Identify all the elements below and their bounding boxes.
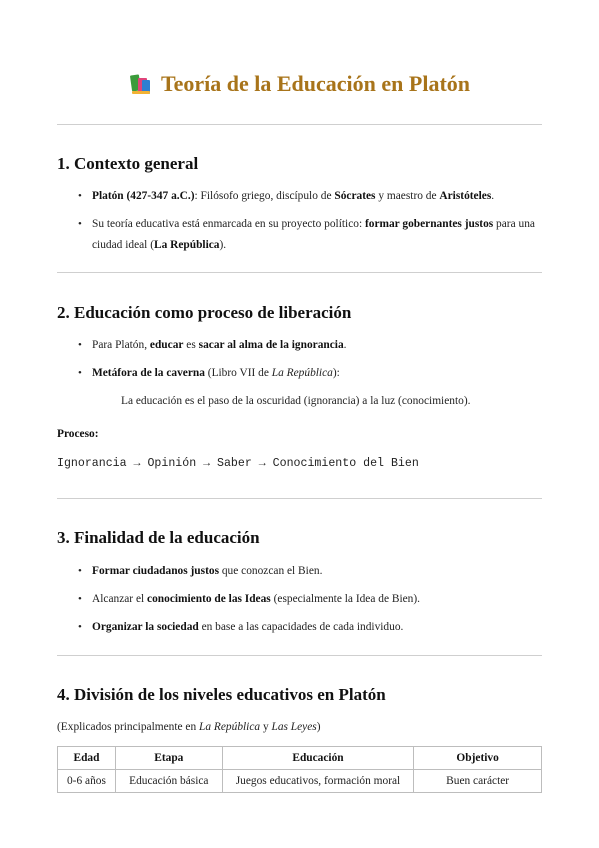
table-cell: Juegos educativos, formación moral <box>222 770 414 793</box>
column-header: Edad <box>58 747 116 770</box>
section-list-finalidad <box>57 561 543 638</box>
text: y <box>260 721 272 733</box>
list-item <box>57 617 543 638</box>
list-item <box>57 561 543 582</box>
bullet-icon: • <box>78 621 82 633</box>
bold-text: La República <box>154 239 220 251</box>
text: y maestro de <box>375 190 440 202</box>
text: en base a las capacidades de cada individuo. <box>198 621 404 633</box>
divider <box>57 498 542 499</box>
levels-table <box>57 746 542 793</box>
bold-text: educar <box>149 339 184 351</box>
table-cell: Educación básica <box>115 770 222 793</box>
bold-text: formar gobernantes justos <box>364 218 494 230</box>
process-label: Proceso: <box>57 428 99 440</box>
bold-text: Metáfora de la caverna <box>92 367 205 379</box>
text: ). <box>219 239 227 251</box>
text: (especialmente la Idea de Bien). <box>270 593 421 605</box>
italic-text: La República <box>199 721 261 733</box>
text: Su teoría educativa está enmarcada en su proyecto político: <box>92 218 365 230</box>
text: (Explicados principalmente en <box>57 721 200 733</box>
bold-text: sacar al alma de la ignorancia <box>198 339 344 351</box>
text: para una ciudad ideal ( <box>92 218 535 251</box>
bold-text: Platón (427-347 a.C.) <box>92 190 195 202</box>
bold-text: Sócrates <box>334 190 376 202</box>
italic-text: Las Leyes <box>271 721 317 733</box>
list-item <box>57 363 543 384</box>
bullet-icon: • <box>78 190 82 202</box>
bold-text: Formar ciudadanos justos <box>92 565 219 577</box>
table-cell: Buen carácter <box>414 770 542 793</box>
divider <box>57 272 542 273</box>
text: (Libro VII de <box>204 367 272 379</box>
blockquote: La educación es el paso de la oscuridad (ignorancia) a la luz (conocimiento). <box>121 395 471 407</box>
column-header: Etapa <box>115 747 222 770</box>
bullet-icon: • <box>78 339 82 351</box>
text: . <box>491 190 495 202</box>
section-heading-niveles: 4. División de los niveles educativos en Platón <box>57 685 386 704</box>
text: que conozcan el Bien. <box>219 565 323 577</box>
bold-text: Aristóteles <box>439 190 492 202</box>
title-text: Teoría de la Educación en Platón <box>160 71 471 96</box>
section-heading-contexto: 1. Contexto general <box>57 154 199 173</box>
section-heading-finalidad: 3. Finalidad de la educación <box>57 528 260 547</box>
section-heading-liberacion: 2. Educación como proceso de liberación <box>57 303 352 322</box>
italic-text: La República <box>271 367 333 379</box>
column-header: Objetivo <box>414 747 542 770</box>
text: ): <box>332 367 340 379</box>
bullet-icon: • <box>78 218 82 230</box>
document-title <box>0 70 599 102</box>
column-header: Educación <box>222 747 414 770</box>
text: Para Platón, <box>92 339 150 351</box>
text: ) <box>316 721 321 733</box>
text: : Filósofo griego, discípulo de <box>194 190 335 202</box>
section-list-liberacion <box>57 335 543 384</box>
list-item <box>57 589 543 610</box>
process-code: Ignorancia → Opinión → Saber → Conocimiento del Bien <box>57 457 419 470</box>
divider <box>57 124 542 125</box>
books-icon <box>129 73 153 102</box>
table-row <box>58 770 542 793</box>
bullet-icon: • <box>78 565 82 577</box>
divider <box>57 655 542 656</box>
text: Alcanzar el <box>92 593 148 605</box>
text: es <box>183 339 199 351</box>
section-list-contexto <box>57 186 543 256</box>
bold-text: conocimiento de las Ideas <box>147 593 271 605</box>
bullet-icon: • <box>78 367 82 379</box>
table-cell: 0-6 años <box>58 770 116 793</box>
list-item <box>57 214 543 256</box>
list-item <box>57 186 543 207</box>
bold-text: Organizar la sociedad <box>92 621 199 633</box>
list-item <box>57 335 543 356</box>
bullet-icon: • <box>78 593 82 605</box>
table-header-row <box>58 747 542 770</box>
text: . <box>343 339 347 351</box>
section-note <box>57 719 321 735</box>
